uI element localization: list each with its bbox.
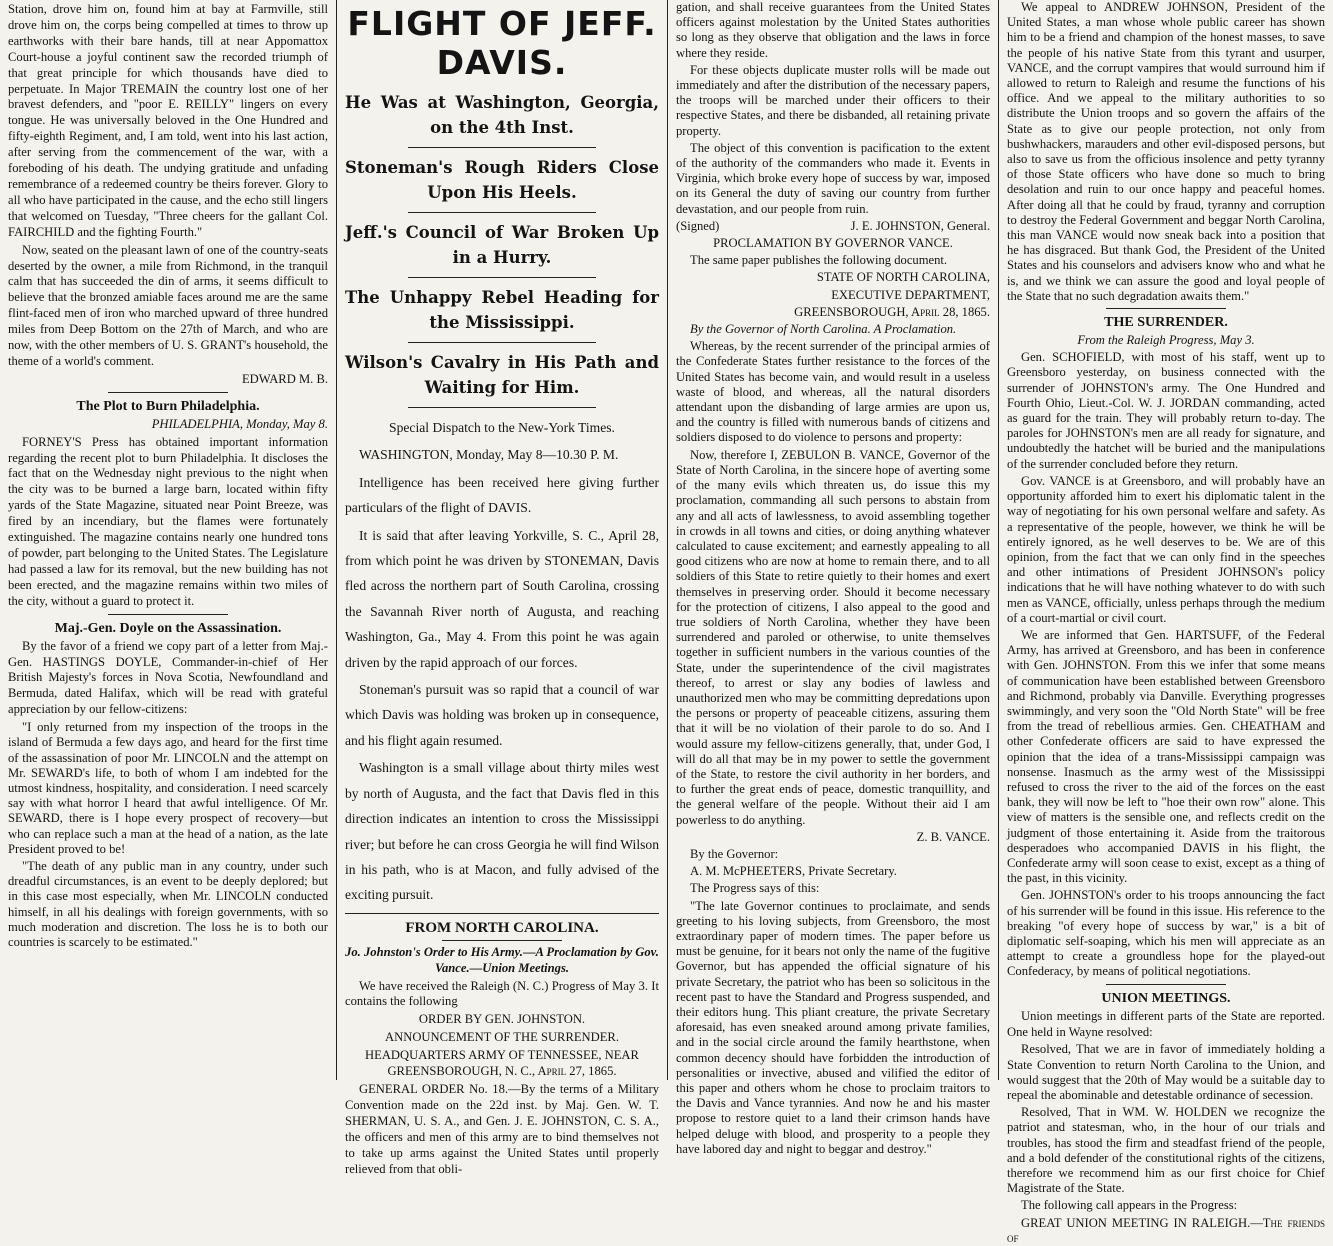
headline-deck: The Unhappy Rebel Heading for the Mississippi.	[345, 288, 659, 332]
state-line: GREENSBOROUGH, April 28, 1865.	[794, 304, 990, 319]
article-paragraph: Now, therefore I, ZEBULON B. VANCE, Governor of the State of North Carolina, in the sincere hope of averting some of the many evils which threaten us, do issue this my proclamation, commanding all such persons to abstain from any and all acts of lawlessness, to avoid assembling together in crowds in all towns and cities, or doing anything whatever calculated to cause excitement; and earnestly appealing to all good citizens who are now at home to remain there, and to all soldiers of this State to retire quietly to their homes and exert themselves in preserving order. Should it become necessary for the protection of citizens, I also appeal to the good and true soldiers of North Carolina, whether they have been surrendered and paroled or otherwise, to unite themselves together in sufficient numbers in the various counties of the State, under the superintendence of the civil magistrates thereof, to arrest or slay any bodies of lawless and unauthorized men who may be committing depredations upon the persons or property of peaceable citizens, assuring them that it will be no violation of their parole to do so. And I would assure my fellow-citizens generally, that, under God, I will do all that may be in my power to settle the government of the State, to restore the civil authority in her borders, and to further the great ends of peace, domestic tranquillity, and the general welfare of the people. Without their aid I am powerless to do anything.	[676, 447, 990, 827]
signature: EDWARD M. B.	[241, 371, 328, 386]
article-paragraph: Washington is a small village about thirty miles west by north of Augusta, and the fact that Davis fled in this direction indicates an intention to cross the Mississippi river; but before he can cross Georgia he will find Wilson in his path, who is at Macon, and fully advised of the exciting pursuit.	[345, 760, 659, 903]
divider	[1106, 984, 1226, 985]
article-paragraph: By the favor of a friend we copy part of a letter from Maj.-Gen. HASTINGS DOYLE, Commander-in-chief of Her British Majesty's forces in Nova Scotia, Newfoundland and Bermuda, dated Halifax, which will be read with grateful appreciation by our fellow-citizens:	[8, 638, 328, 717]
main-headline: FLIGHT OF JEFF. DAVIS.	[347, 4, 657, 82]
article-paragraph: Now, seated on the pleasant lawn of one of the country-seats deserted by the owner, a mile from Richmond, in the tranquil calm that has succeeded the din of arms, it seems difficult to believe that the bronzed amiable faces around me are the same flint-faced men of iron who marched upward of three hundred miles from Deep Bottom on the 27th of March, and who are now, with the other members of U. S. GRANT's household, the theme of a world's comment.	[8, 242, 328, 368]
dispatch-line: Special Dispatch to the New-York Times.	[389, 420, 615, 435]
column-3	[668, 0, 998, 1156]
article-paragraph: The Progress says of this:	[690, 881, 820, 896]
signed-line	[676, 219, 990, 234]
order-heading: ORDER BY GEN. JOHNSTON.	[418, 1012, 586, 1027]
article-paragraph: For these objects duplicate muster rolls will be made out immediately and after the distribution of the necessary papers, the troops will be marched under their officers to their respective States, and there be disbanded, all retaining private property.	[676, 62, 990, 138]
article-paragraph: Whereas, by the recent surrender of the principal armies of the Confederate States further resistance to the forces of the United States has become vain, and would result in a useless waste of blood, and whereas, all the natural disorders attendant upon the disbanding of large armies are upon us, and the country is filled with numerous bands of citizens and soldiers disposed to do violence to persons and property:	[676, 339, 990, 445]
article-paragraph: Intelligence has been received here giving further particulars of the flight of DAVIS.	[345, 474, 659, 516]
article-paragraph: The object of this convention is pacification to the extent of the authority of the commanders who made it. Events in Virginia, which broke every hope of success by war, imposed on its General the duty of saving our country from further devastation, and our people from ruin.	[676, 140, 990, 216]
article-paragraph: "The death of any public man in any country, under such dreadful circumstances, is an event to be deeply deplored; but in this case most especially, when Mr. LINCOLN conducted himself, in all his dealings with foreign governments, with so much moderation and discretion. The loss he is to both our countries is scarcely to be estimated."	[8, 858, 328, 949]
article-paragraph: We appeal to ANDREW JOHNSON, President of the United States, a man whose whole public career has shown him to be a friend and champion of the honest masses, to save the people of his native State from this tyrant and usurper, VANCE, and the corrupt vampires that would surround him if allowed to return to Raleigh and resume the functions of his office. And we appeal to the military authorities to so distribute the Union troops and so govern the affairs of the State as to give our people protection, not only from bushwhackers, marauders and other evil-disposed persons, but also to save us from the officious insolence and petty tyranny of those State officers who have done so much to bring desolation and ruin to our once happy and peaceful homes. After doing all that he could by fraud, tyranny and corruption to destroy the Federal Government and beggar North Carolina, this man VANCE would now sneak back into a position that he has disgraced. But thank God, the President of the United States and his counselors and advisers know who and what he is, and we think we can assure the good and loyal people of the State that no such degradation awaits them."	[1007, 0, 1325, 303]
section-heading: FROM NORTH CAROLINA.	[405, 919, 599, 936]
divider	[442, 940, 562, 941]
article-paragraph: Stoneman's pursuit was so rapid that a council of war which Davis was holding was broken up in consequence, and his flight again resumed.	[345, 682, 659, 748]
divider	[345, 913, 659, 914]
headline-deck: Stoneman's Rough Riders Close Upon His Heels.	[345, 158, 659, 202]
article-paragraph: Gen. JOHNSTON's order to his troops announcing the fact of his surrender will be found in this issue. His reference to the breaking "of every hope of success by war," is a bit of diplomatic self-soaping, which his men will appreciate as an attempt to create a groundless hope for the played-out Confederacy, by means of political negotiations.	[1007, 888, 1325, 979]
divider	[408, 212, 596, 213]
headline-deck: Wilson's Cavalry in His Path and Waiting for Him.	[345, 353, 659, 397]
divider	[408, 342, 596, 343]
column-2	[337, 0, 667, 1176]
article-paragraph: gation, and shall receive guarantees from the United States officers against molestation by the United States authorities so long as they observe that obligation and the laws in force where they reside.	[676, 0, 990, 60]
article-paragraph: GENERAL ORDER No. 18.—By the terms of a Military Convention made on the 22d inst. by Maj. Gen. W. T. SHERMAN, U. S. A., and Gen. J. E. JOHNSTON, C. S. A., the officers and men of this army are to bind themselves not to take up arms against the United States until properly relieved from that obli-	[345, 1081, 659, 1176]
divider	[408, 147, 596, 148]
article-paragraph: The following call appears in the Progress:	[1021, 1198, 1238, 1213]
signature: Z. B. VANCE.	[916, 829, 990, 844]
article-heading: The Plot to Burn Philadelphia.	[76, 398, 260, 414]
column-4	[999, 0, 1333, 1245]
resolution: Resolved, That we are in favor of immediately holding a State Convention to return North Carolina to the Union, and would suggest that the 20th of May would be a suitable day to repeal the abominable and detestable ordinance of secession.	[1007, 1042, 1325, 1103]
section-heading: UNION MEETINGS.	[1101, 990, 1231, 1006]
source-line: From the Raleigh Progress, May 3.	[1077, 333, 1255, 348]
article-paragraph: Gov. VANCE is at Greensboro, and will probably have an opportunity afforded him to exert his diplomatic talent in the way of negotiating for his own personal welfare and safety. As a representative of the people, however, we think he will be entirely ignored, as he well deserves to be. We are of this opinion, from the fact that we can only find in the speeches and other intimations of President JOHNSON's policy indications that he will have nothing whatever to do with such men as VANCE, officially, unless perhaps through the medium of a court-martial or civil court.	[1007, 473, 1325, 625]
article-paragraph: FORNEY'S Press has obtained important information regarding the recent plot to burn Philadelphia. It discloses the fact that on the Wednesday night previous to the night when the city was to be burned a large barn, located within fifty yards of the State Magazine, situated near Point Breeze, was fired by an incendiary, but the flames were fortunately extinguished. The magazine contains nearly one hundred tons of powder, part belonging to the United States. The Legislature had passed a law for its removal, but the new building has not been erected, and the magazine remains within two miles of the city, without a guard to protect it.	[8, 434, 328, 608]
divider	[408, 407, 596, 408]
article-paragraph: The same paper publishes the following document.	[690, 253, 948, 268]
article-paragraph: It is said that after leaving Yorkville, S. C., April 28, from which point he was driven by STONEMAN, Davis fled across the northern part of South Carolina, crossing the Savannah River north of Augusta, and reaching Washington, Ga., May 4. From this point he was again driven by the rapid approach of our forces.	[345, 527, 659, 670]
dateline: WASHINGTON, Monday, May 8—10.30 P. M.	[359, 447, 619, 463]
article-paragraph: Station, drove him on, found him at bay at Farmville, still drove him on, the corps being compelled at times to throw up earthworks with their bare hands, till at near Appomattox Court-house a joyful continent saw the recorded triumph of that great principle for which thousands have died to perpetuate. In Major TREMAIN the country lost one of her bravest defenders, and "poor E. REILLY" lingers on every tongue. He was universally beloved in the One Hundred and fifty-eighth Regiment, and, I am told, went into his last action, after serving from the commencement of the war, with a foreboding of his death. The undying gratitude and unfading remembrance of a redeemed country be theirs forever. Glory to all who have participated in the cause, and the echo still lingers that welcomed on Tuesday, "Three cheers for the gallant Col. FAIRCHILD and the fighting Fourth."	[8, 2, 328, 239]
article-paragraph: Gen. SCHOFIELD, with most of his staff, went up to Greensboro yesterday, on business connected with the surrender of JOHNSTON's army. The One Hundred and Fourth Ohio, Lieut.-Col. W. J. JORDAN commanding, acted as guard for the train. They will probably return to-day. The paroles for JOHNSTON's men are all ready for signature, and undoubtedly the hatchet will be buried and the manipulations of the surrender concluded before they return.	[1007, 350, 1325, 471]
section-subdeck: Jo. Johnston's Order to His Army.—A Proclamation by Gov. Vance.—Union Meetings.	[345, 944, 659, 975]
headquarters-line: HEADQUARTERS ARMY OF TENNESSEE, NEAR GREENSBOROUGH, N. C., April 27, 1865.	[365, 1048, 639, 1079]
resolution: Resolved, That in WM. W. HOLDEN we recognize the patriot and statesman, who, in the hour of our trials and troubles, has stood the firm and steadfast friend of the people, and a bold defender of the constitutional rights of the citizens, therefore we recommend him as our first choice for Chief Magistrate of the State.	[1007, 1105, 1325, 1196]
signed-label: (Signed)	[676, 218, 720, 233]
divider	[408, 277, 596, 278]
by-governor-line: By the Governor of North Carolina. A Proclamation.	[690, 322, 957, 337]
article-heading: Maj.-Gen. Doyle on the Assassination.	[54, 620, 282, 636]
column-1	[0, 0, 336, 1080]
section-heading: THE SURRENDER.	[1104, 315, 1228, 331]
order-subheading: ANNOUNCEMENT OF THE SURRENDER.	[385, 1030, 619, 1045]
dateline: PHILADELPHIA, Monday, May 8.	[151, 416, 328, 431]
state-line: STATE OF NORTH CAROLINA,	[816, 270, 990, 285]
proclamation-heading: PROCLAMATION BY GOVERNOR VANCE.	[713, 236, 953, 251]
byline: A. M. McPHEETERS, Private Secretary.	[690, 864, 897, 879]
signed-name: J. E. JOHNSTON, General.	[850, 218, 990, 233]
article-paragraph: We have received the Raleigh (N. C.) Progress of May 3. It contains the following	[345, 978, 659, 1009]
article-paragraph: GREAT UNION MEETING IN RALEIGH.—The friends of	[1007, 1215, 1325, 1245]
headline-deck: He Was at Washington, Georgia, on the 4th Inst.	[345, 93, 659, 137]
state-line: EXECUTIVE DEPARTMENT,	[831, 287, 990, 302]
divider	[108, 392, 228, 393]
divider	[1106, 308, 1226, 309]
article-paragraph: "I only returned from my inspection of the troops in the island of Bermuda a few days ago, and heard for the first time of the assassination of poor Mr. LINCOLN and the attempt on Mr. SEWARD's life, to both of whom I am indebted for the utmost kindness, hospitality, and consideration. I need scarcely say with what horror I heard that awful intelligence. Of Mr. SEWARD, there is I hope every prospect of recovery—but who can replace such a man at the head of a nation, as the late President proved to be!	[8, 720, 328, 856]
divider	[108, 614, 228, 615]
headline-deck: Jeff.'s Council of War Broken Up in a Hurry.	[345, 223, 659, 267]
article-paragraph: Union meetings in different parts of the State are reported. One held in Wayne resolved:	[1007, 1008, 1325, 1039]
article-paragraph: "The late Governor continues to proclaimate, and sends greeting to his loving subjects, from Greensboro, the most extraordinary paper of modern times. The paper before us must be genuine, for it bears not only the name of the fugitive Governor, but has appended the official signature of his private Secretary, the patriot who has been so solicitous in the recent past to have the Standard and Progress suspended, and their editors hung. This pliant creature, the private Secretary aforesaid, has even sneaked around among private families, and in the social circle around the family hearthstone, when common decency should have forbidden the introduction of personalities or invective, abused and vilified the editor of this paper and others whom he chose to proclaim traitors to the Davis and Vance tyrannies. And now he and his master propose to restore quiet to a land their crimson hands have helped deluge with blood, and prosperity to a people they have labored day and night to beggar and destroy."	[676, 898, 990, 1156]
article-paragraph: We are informed that Gen. HARTSUFF, of the Federal Army, has arrived at Greensboro, and has been in conference with Gen. JOHNSTON. From this we infer that some means of communication have been established between Greensboro and Richmond, probably via Danville. Everything progresses swimmingly, and very soon the "Old North State" will be free from the tread of rebellious armies. Gen. CHEATHAM and other Confederate officers are said to have expressed the opinion that the idea of a trans-Mississippi campaign was nonsense. Inasmuch as the army west of the Mississippi refused to cross the river to the aid of the forces on the east bank, they will now be left to "hoe their own row" alone. This view of matters is the sensible one, and reflects credit on the judgment of those entertaining it. Aside from the traitorous desperadoes who accompanied DAVIS in his flight, the Confederate army will soon cease to exist, except as a thing of the past, in this vicinity.	[1007, 627, 1325, 886]
byline: By the Governor:	[690, 846, 779, 861]
